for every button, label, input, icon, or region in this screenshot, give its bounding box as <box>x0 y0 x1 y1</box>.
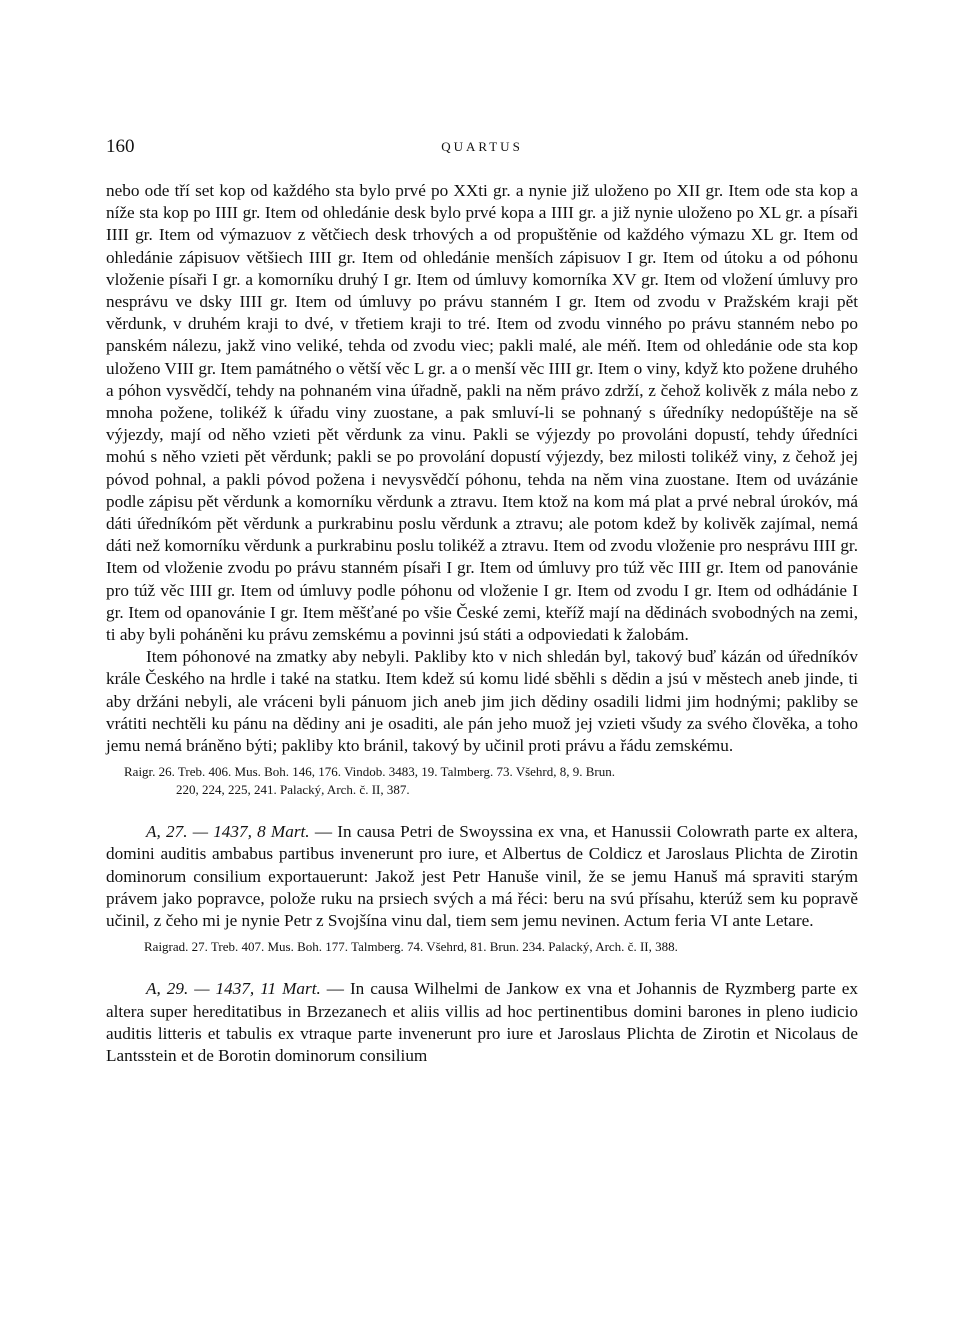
decree-entry <box>106 978 858 1067</box>
paragraph: Item póhonové na zmatky aby nebyli. Pakliby kto v nich shledán byl, takový buď kázán od úředníkóv krále Českého na hrdle i také na statku. Item kdež sú komu lidé sběhli s dědin a jsú v městech aneb jinde, ti aby držáni nebyli, ale vráceni byli pánuom jich aneb jim jich dědiny osadili lidmi jim hodnými; pakliby se vrátiti nechtěli ku pánu na dědiny ani je osaditi, ale pán jeho muož jej vzieti všudy za svého člověka, a toho jemu nemá bráněno býti; pakliby kto bránil, takový by učinil proti právu a řádu zemskému. <box>106 647 858 756</box>
page-number: 160 <box>106 136 135 157</box>
entry-paragraph <box>106 821 858 932</box>
source-references <box>124 763 858 799</box>
page-header <box>106 136 858 162</box>
entry-heading: A, 29. — 1437, 11 Mart. <box>146 979 321 999</box>
entry-text: — In causa Petri de Swoyssina ex vna, et Hanussii Colowrath parte ex altera, domini auditis ambabus partibus invenerunt pro iure, et Albertus de Coldicz et Jaroslaus Plichta de Zirotin dominorum consilium exportauerunt: Jakož jest Petr Hanuše vinil, že se jemu Hanuš má spraviti starým právem jako popravce, polože ruku na prsiech svých a má řéci: beru na svú přísahu, kterúž sem ku popravě učinil, z čeho mi je nynie Petr z Svojšína vinu dal, tiem sem jemu nevinen. Actum feria VI ante Letare. <box>106 822 858 931</box>
decree-entry <box>106 821 858 956</box>
source-line: 220, 224, 225, 241. Palacký, Arch. č. II, 387. <box>176 782 410 798</box>
paragraph: nebo ode tří set kop od každého sta bylo prvé po XXti gr. a nynie již uloženo po XII gr. Item ode sta kop a níže sta kop po IIII gr. Item od ohledánie desk bylo prvé kopa a IIII gr. a již nynie uloženo po XL gr. a písaři IIII gr. Item od výmazuov z větčiech desk trhových a od propuštěnie od každého výmazu XL gr. Item od ohledánie zápisuov většiech IIII gr. Item od ohledánie menších zápisuov I gr. Item od útoku a od póhonu vloženie písaři I gr. a komorníku druhý I gr. Item od úmluvy komorníka XV gr. Item od vložení úmluvy pro nesprávu ve dsky IIII gr. Item od úmluvy po právu stanném I gr. Item od zvodu v Pražském kraji pět věrdunk, v druhém kraji to dvé, v třetiem kraji to tré. Item od zvodu vinného po právu stanném nebo po panském nálezu, jakž vino veliké, tehda od zvodu viec; pakli malé, ale méň. Item od ohledánie ode sta kop uloženo VIII gr. Item památného o větší věc L gr. a o menší věc IIII gr. Item o viny, když kto požene druhého a póhon vysvědčí, tehdy na pohnaném vina úřadně, pakli na něm právo zdrží, z čehož kolivěk z mála nebo z mnoha požene, tolikéž k úřadu viny zuostane, a pak smluví-li se pohnaný s úředníky nedopúštěje na sě výjezdy, mají od něho vzieti pět věrdunk za vinu. Pakli se výjezdy po provoláni dopustí, tehdy úředníci mohú s něho vzieti pět věrdunk; pakli se po provolání dopustí výjezdy, bez milosti tolikéž viny, z čehož jej póvod pohnal, a pakli póvod požena i nevysvědčí póhonu, tehda na něm vina zuostane. Item od uvázánie podle zápisu pět věrdunk a komorníku věrdunk a ztravu. Item ktož na kom má plat a prvé nebral úrokóv, má dáti úředníkóm pět věrdunk a purkrabinu poslu věrdunk a ztravu; ale potom kdež by kolivěk zajímal, nemá dáti než komorníku věrdunk a purkrabinu poslu tolikéž a ztravu. Item od zvodu vloženie pro nesprávu IIII gr. Item od vloženie zvodu po právu stanném písaři I gr. Item od úmluvy pro túž věc IIII gr. Item od panovánie pro túž věc IIII gr. Item od úmluvy podle póhonu od vloženie I gr. Item od zvodu I gr. Item od odhádánie I gr. Item od opanovánie I gr. Item měšťané po všie České zemi, kteříž mají na dědinách svobodných na zemi, ti aby byli poháněni ku právu zemskému a povinni jsú státi a odpoviedati k žalobám. <box>106 181 858 645</box>
source-references: Raigrad. 27. Treb. 407. Mus. Boh. 177. Talmberg. 74. Všehrd, 81. Brun. 234. Palacký, Arch. č. II, 388. <box>144 939 678 955</box>
source-line: Raigr. 26. Treb. 406. Mus. Boh. 146, 176. Vindob. 3483, 19. Talmberg. 73. Všehrd, 8, 9. Brun. <box>124 764 616 780</box>
running-head: QUARTUS <box>441 139 523 154</box>
body-text <box>106 180 858 1067</box>
entry-text: — In causa Wilhelmi de Jankow ex vna et Johannis de Ryzmberg parte ex altera super hereditatibus in Brzezanech et aliis villis ad hoc pertinentibus domini barones in pleno iudicio auditis litteris et tabulis ex vtraque parte invenerunt pro iure et Jaroslaus Plichta de Zirotin et Nicolaus de Lantsstein et de Borotin dominorum consilium <box>106 979 858 1065</box>
entry-heading: A, 27. — 1437, 8 Mart. <box>146 822 310 842</box>
entry-paragraph <box>106 978 858 1067</box>
